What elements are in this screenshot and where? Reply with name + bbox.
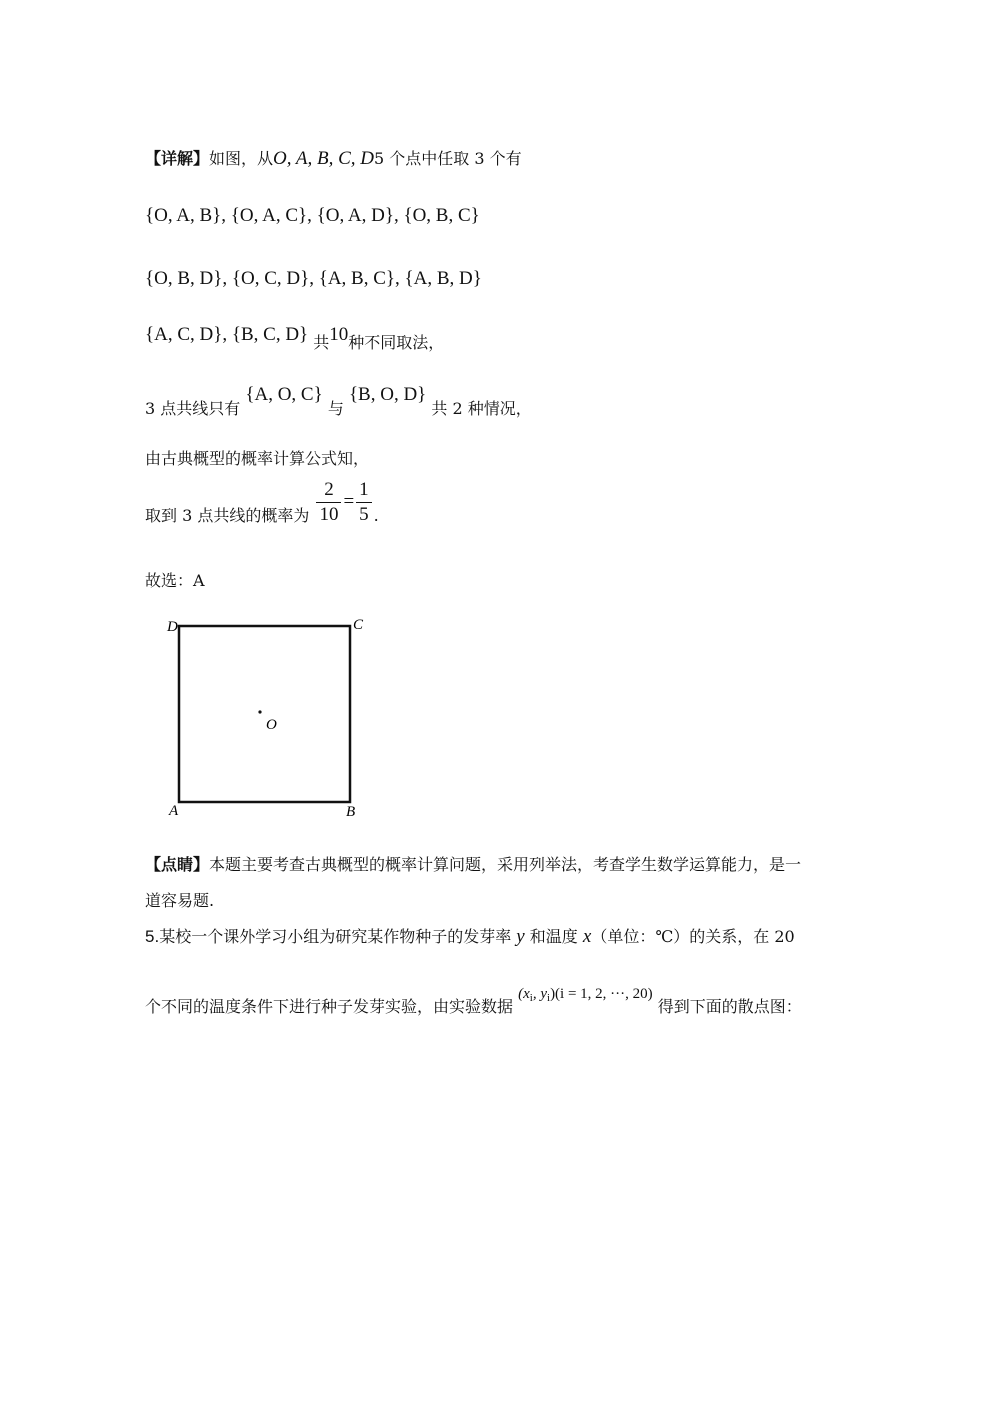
comment-text-1: 本题主要考查古典概型的概率计算问题，采用列举法，考查学生数学运算能力，是一 <box>209 855 802 874</box>
collinear-set-2: {B, O, D} <box>348 384 427 405</box>
question-5-text-e: 得到下面的散点图： <box>657 997 802 1016</box>
question-5-text-c: （单位：℃）的关系，在 20 <box>591 927 795 946</box>
data-math-c: )(i = 1, 2, ···, 20) <box>550 986 653 1002</box>
data-set-notation <box>518 986 653 1002</box>
detail-text-b: 5 个点中任取 3 个有 <box>374 149 522 168</box>
formula-line: 由古典概型的概率计算公式知， <box>145 449 370 468</box>
fraction-1-over-5 <box>356 478 372 527</box>
collinear-text-c: 共 2 种情况， <box>431 399 532 418</box>
equals-sign: = <box>343 491 355 512</box>
fraction-2-denominator: 5 <box>359 504 369 525</box>
answer-line: 故选：A <box>145 571 205 590</box>
collinear-line <box>145 382 532 418</box>
question-5-line-2 <box>145 980 802 1016</box>
question-5-text-b: 和温度 <box>524 927 583 946</box>
question-number: 5. <box>145 927 160 946</box>
square-figure <box>160 610 390 825</box>
data-math-a: (x <box>518 986 530 1002</box>
question-5-text-a: 某校一个课外学习小组为研究某作物种子的发芽率 <box>159 927 517 946</box>
sets-row-3-math: {A, C, D}, {B, C, D} <box>145 324 309 345</box>
fraction-1-denominator: 10 <box>319 504 339 525</box>
sets-row-1: {O, A, B}, {O, A, C}, {O, A, D}, {O, B, C} <box>145 205 480 226</box>
label-a: A <box>169 803 179 819</box>
data-sub-2: i <box>547 992 551 1004</box>
detail-line <box>145 146 522 170</box>
sets-row-3-text-a: 共 <box>313 333 330 352</box>
sets-row-3 <box>145 322 445 352</box>
label-o: O <box>266 717 277 733</box>
collinear-set-1: {A, O, C} <box>245 384 323 405</box>
square-outline <box>179 626 350 802</box>
detail-label: 【详解】 <box>145 149 210 168</box>
sets-row-3-text-b: 种不同取法， <box>348 333 445 352</box>
data-sub-1: i <box>529 992 533 1004</box>
points-list: O, A, B, C, D <box>273 148 375 169</box>
var-y: y <box>516 926 525 947</box>
sets-row-2: {O, B, D}, {O, C, D}, {A, B, C}, {A, B, D} <box>145 268 482 289</box>
center-point-dot <box>258 710 261 713</box>
collinear-text-b: 与 <box>327 399 344 418</box>
comment-label: 【点睛】 <box>145 855 210 874</box>
question-5-text-d: 个不同的温度条件下进行种子发芽实验，由实验数据 <box>145 997 514 1016</box>
label-b: B <box>346 804 356 820</box>
question-5-line-1 <box>145 924 795 948</box>
data-math-b: , y <box>532 986 547 1002</box>
collinear-text-a: 3 点共线只有 <box>145 399 241 418</box>
label-c: C <box>353 617 364 633</box>
var-x: x <box>582 926 592 947</box>
comment-line-2: 道容易题. <box>145 891 215 910</box>
detail-text-a: 如图，从 <box>209 149 274 168</box>
comment-line-1 <box>145 852 801 875</box>
fraction-1-numerator: 2 <box>316 478 341 503</box>
fraction-2-numerator: 1 <box>356 478 372 503</box>
probability-text: 取到 3 点共线的概率为 <box>145 506 310 525</box>
probability-end: . <box>373 506 379 525</box>
probability-line <box>145 478 379 527</box>
sets-count: 10 <box>329 324 349 345</box>
label-d: D <box>167 619 178 635</box>
fraction-2-over-10 <box>316 478 341 527</box>
